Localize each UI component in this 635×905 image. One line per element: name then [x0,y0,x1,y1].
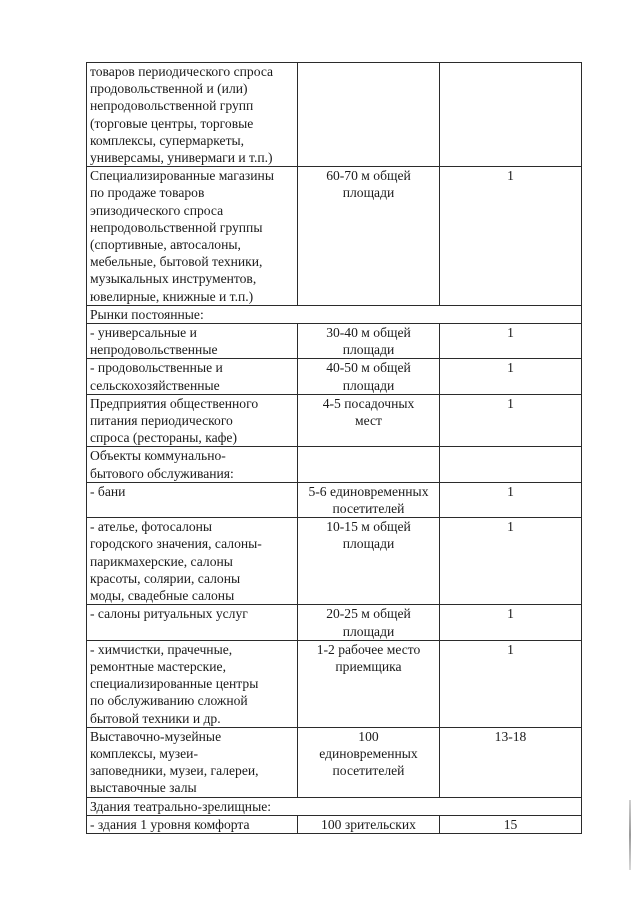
table-row [87,605,582,640]
norm-text-line: единовременных [319,745,418,761]
norm-cell [298,394,440,447]
object-name-cell [87,482,298,517]
object-name-line: Предприятия общественного [90,395,259,411]
object-name-line: комплексы, музеи- [90,745,198,761]
value-cell [440,518,582,605]
object-name-line: продовольственной и (или) [90,81,248,97]
table-row [87,63,582,167]
norm-cell [298,63,440,167]
object-name-line: бытовой техники и др. [90,710,221,726]
norm-text-line: 100 [358,728,379,744]
object-name-line: красоты, солярии, салоны [90,570,241,586]
table-row [87,727,582,797]
section-heading-row [87,797,582,815]
value-cell [440,359,582,394]
object-name-line: Специализированные магазины [90,168,274,184]
object-name-line: (спортивные, автосалоны, [90,237,241,253]
value-text: 1 [507,360,514,376]
object-name-line: (торговые центры, торговые [90,115,254,131]
norm-text-line: 4-5 посадочных [322,395,415,411]
table-row [87,394,582,447]
object-name-cell [87,167,298,306]
norm-cell [298,359,440,394]
object-name-line: мебельные, бытовой техники, [90,254,263,270]
section-heading-cell [87,797,582,815]
object-name-cell [87,727,298,797]
object-name-line: питания периодического [90,413,233,429]
value-text: 1 [507,325,514,341]
norm-cell [298,324,440,359]
value-text: 1 [507,483,514,499]
object-name-line: Выставочно-музейные [90,728,222,744]
table-row [87,359,582,394]
value-text: 1 [507,519,514,535]
object-name-line: Здания театрально-зрелищные: [90,798,272,814]
norm-text-line: площади [342,377,395,393]
object-name-line: Рынки постоянные: [90,306,204,322]
object-name-line: - химчистки, прачечные, [90,641,233,657]
object-name-cell [87,359,298,394]
object-name-line: эпизодического спроса [90,202,224,218]
object-name-line: - салоны ритуальных услуг [90,606,248,622]
table-row [87,815,582,833]
object-name-cell [87,518,298,605]
table-row [87,482,582,517]
value-text: 1 [507,168,514,184]
table-row [87,518,582,605]
norm-text-line: мест [355,413,382,429]
object-name-line: по продаже товаров [90,185,205,201]
object-name-line: Объекты коммунально- [90,448,226,464]
object-name-line: - ателье, фотосалоны [90,519,213,535]
norm-text-line: площади [342,536,395,552]
value-text: 15 [503,816,518,832]
object-name-line: моды, свадебные салоны [90,588,235,604]
value-cell [440,482,582,517]
value-cell [440,640,582,727]
value-text: 1 [507,606,514,622]
value-cell [440,167,582,306]
norm-text-line: площади [342,623,395,639]
norm-text-line: 40-50 м общей [326,360,411,376]
norm-cell [298,167,440,306]
norm-cell [298,727,440,797]
norm-text-line: площади [342,185,395,201]
norm-text-line: 5-6 единовременных [308,483,429,499]
object-name-line: непродовольственные [90,342,218,358]
norm-cell [298,447,440,482]
scan-edge-mark [629,800,631,870]
table-row [87,447,582,482]
object-name-line: комплексы, супермаркеты, [90,132,245,148]
norm-text-line: 20-25 м общей [326,606,411,622]
object-name-line: непродовольственной групп [90,98,254,114]
norm-text-line: посетителей [332,763,405,779]
norm-text-line: посетителей [332,501,405,517]
object-name-cell [87,815,298,833]
object-name-line: - продовольственные и [90,360,223,376]
object-name-line: - универсальные и [90,325,197,341]
norm-text-line: 30-40 м общей [326,325,411,341]
object-name-line: специализированные центры [90,676,259,692]
object-name-cell [87,63,298,167]
object-name-line: выставочные залы [90,780,197,796]
object-name-line: парикмахерские, салоны [90,553,233,569]
object-name-cell [87,394,298,447]
object-name-cell [87,324,298,359]
norm-cell [298,815,440,833]
object-name-cell [87,605,298,640]
table-row [87,640,582,727]
value-cell [440,605,582,640]
object-name-cell [87,447,298,482]
norm-cell [298,640,440,727]
object-name-line: бытового обслуживания: [90,465,234,481]
norm-cell [298,518,440,605]
object-name-line: непродовольственной группы [90,219,263,235]
object-name-cell [87,640,298,727]
value-cell [440,447,582,482]
object-name-line: по обслуживанию сложной [90,693,248,709]
section-heading-row [87,305,582,323]
object-name-line: универсамы, универмаги и т.п.) [90,150,273,166]
object-name-line: заповедники, музеи, галереи, [90,763,259,779]
object-name-line: ремонтные мастерские, [90,658,226,674]
value-text: 1 [507,395,514,411]
section-heading-cell [87,305,582,323]
object-name-line: товаров периодического спроса [90,64,274,79]
table-row [87,167,582,306]
object-name-line: - бани [90,483,126,499]
norm-text-line: приемщика [335,658,402,674]
norm-cell [298,482,440,517]
standards-table [86,62,582,834]
value-cell [440,815,582,833]
norm-text-line: площади [342,342,395,358]
value-cell [440,727,582,797]
object-name-line: - здания 1 уровня комфорта [90,816,250,832]
norm-text-line: 60-70 м общей [326,168,411,184]
standards-table-body [87,63,582,834]
value-text: 1 [507,641,514,657]
norm-text-line: 100 зрительских [321,816,416,832]
norm-text-line: 10-15 м общей [326,519,411,535]
object-name-line: музыкальных инструментов, [90,271,257,287]
value-cell [440,324,582,359]
norm-cell [298,605,440,640]
norm-text-line: 1-2 рабочее место [316,641,421,657]
object-name-line: ювелирные, книжные и т.п.) [90,288,254,304]
value-cell [440,394,582,447]
value-cell [440,63,582,167]
object-name-line: городского значения, салоны- [90,536,262,552]
object-name-line: сельскохозяйственные [90,377,220,393]
object-name-line: спроса (рестораны, кафе) [90,430,237,446]
table-row [87,324,582,359]
value-text: 13-18 [494,728,527,744]
